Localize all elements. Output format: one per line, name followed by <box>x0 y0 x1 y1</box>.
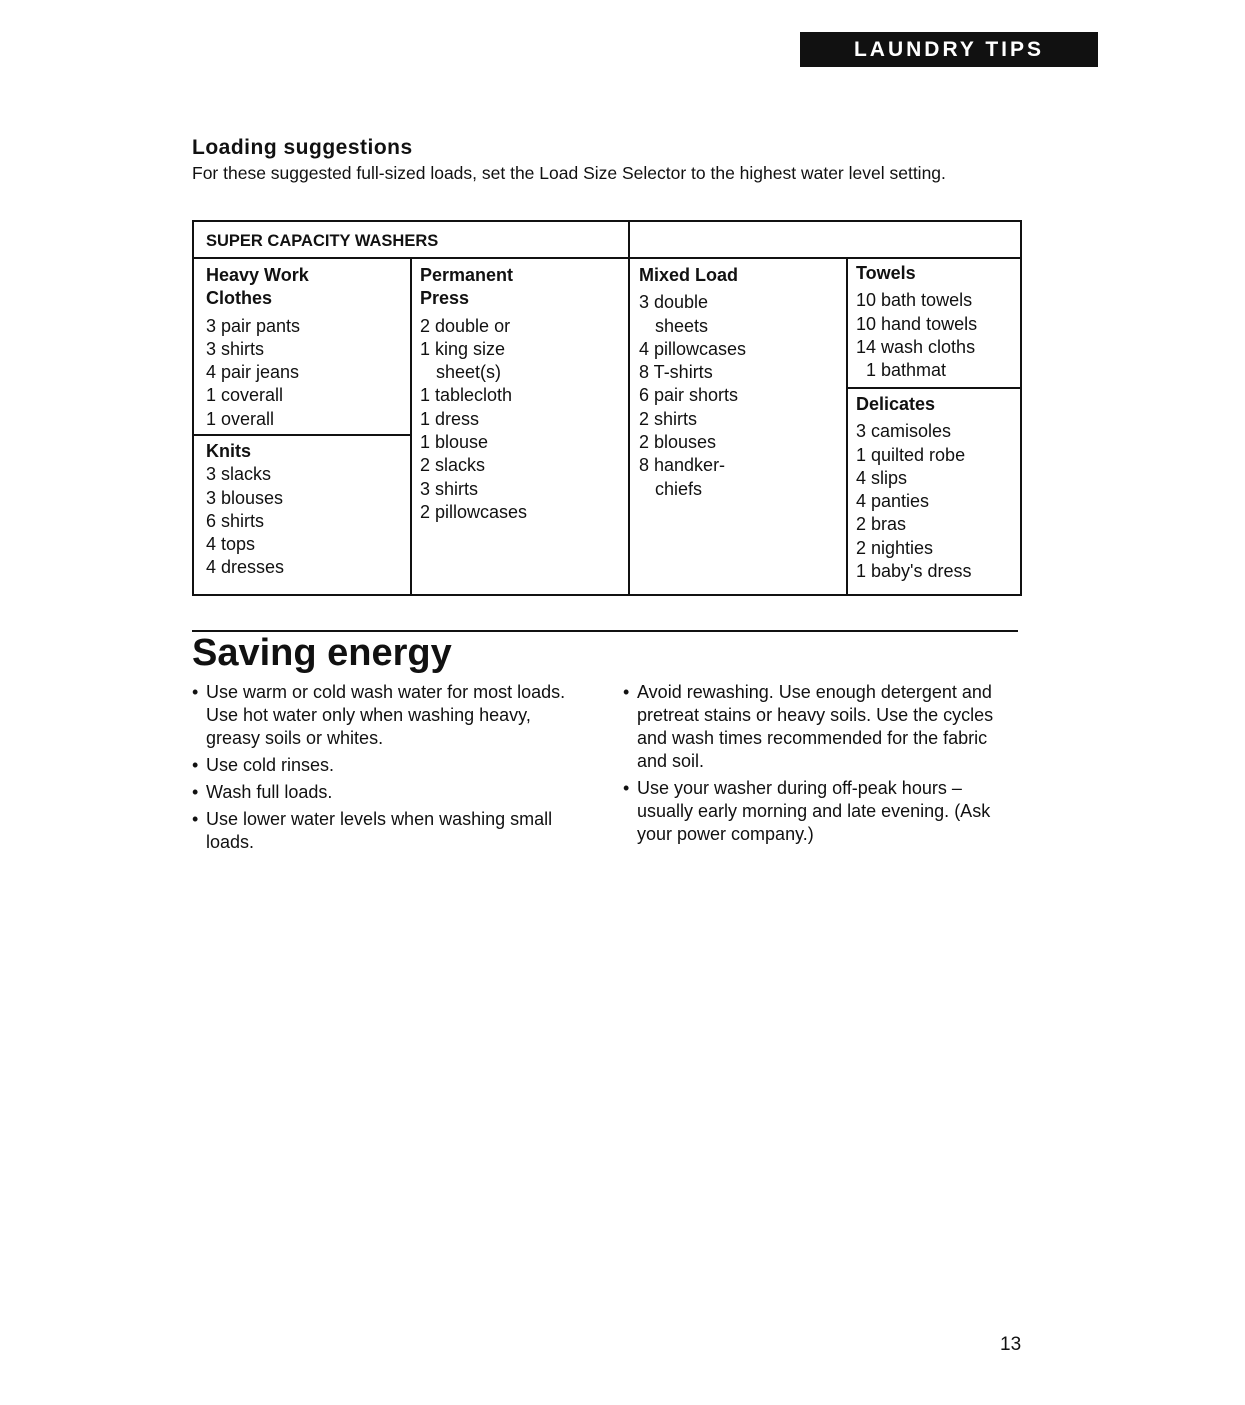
list-item: 10 hand towels <box>856 313 978 334</box>
list-item: 4 tops <box>206 534 256 555</box>
table-header-divider-vertical <box>628 222 630 258</box>
loading-suggestions-title: Loading suggestions <box>192 136 413 159</box>
list-item: 8 handker- <box>639 455 726 476</box>
list-item: 1 tablecloth <box>420 385 513 406</box>
list-item: 2 pillowcases <box>420 501 528 522</box>
heavy-knits-divider <box>194 434 411 436</box>
list-item: 1 king size <box>420 338 506 359</box>
loading-suggestions-intro: For these suggested full-sized loads, set the Load Size Selector to the highest water level setting. <box>192 163 946 183</box>
section-header-badge <box>800 32 1098 67</box>
list-item: 6 pair shorts <box>639 385 739 406</box>
list-item: 14 wash cloths <box>856 336 976 357</box>
page-number: 13 <box>1000 1334 1022 1355</box>
list-item: • Use cold rinses. <box>192 754 582 777</box>
heavy-work-cell <box>206 264 309 431</box>
permanent-press-cell <box>420 264 527 524</box>
list-item: 3 camisoles <box>856 421 952 442</box>
mixed-load-cell <box>639 264 746 501</box>
list-item: 2 blouses <box>639 432 717 453</box>
list-item: 1 coverall <box>206 385 284 406</box>
saving-tips-left <box>192 681 582 858</box>
list-item: 1 bathmat <box>866 360 947 381</box>
list-item: 10 bath towels <box>856 290 973 311</box>
list-item: • Use your washer during off-peak hours – usually early morning and late evening. (Ask your power company.) <box>623 777 1018 846</box>
list-item: sheets <box>655 315 709 336</box>
list-item: 1 baby's dress <box>856 561 972 582</box>
list-item: 6 shirts <box>206 510 265 531</box>
list-item: 2 shirts <box>639 408 698 429</box>
saving-energy-title: Saving energy <box>192 632 452 674</box>
list-item: 8 T-shirts <box>639 362 713 383</box>
list-item: 4 panties <box>856 491 930 512</box>
list-item: 1 blouse <box>420 432 489 453</box>
list-item: • Use lower water levels when washing small loads. <box>192 808 582 854</box>
column-divider-1 <box>410 257 412 594</box>
column-divider-3 <box>846 257 848 594</box>
knits-heading: Knits <box>206 441 251 461</box>
towels-heading: Towels <box>856 263 916 283</box>
list-item: • Use warm or cold wash water for most loads. Use hot water only when washing heavy, greasy soils or whites. <box>192 681 582 750</box>
towels-cell <box>856 262 977 382</box>
list-item: 2 slacks <box>420 455 486 476</box>
saving-tips-right <box>623 681 1018 850</box>
list-item: 3 shirts <box>420 478 479 499</box>
list-item: 2 double or <box>420 315 511 336</box>
list-item: sheet(s) <box>436 362 502 383</box>
list-item: 2 nighties <box>856 537 934 558</box>
table-header-divider <box>194 257 1020 259</box>
list-item: 4 pair jeans <box>206 362 300 383</box>
list-item: 1 quilted robe <box>856 444 966 465</box>
list-item: 1 overall <box>206 408 275 429</box>
list-item: • Avoid rewashing. Use enough detergent and pretreat stains or heavy soils. Use the cycles and wash times recommended for the fabric and soil. <box>623 681 1018 773</box>
list-item: 3 double <box>639 292 709 313</box>
section-header-label: LAUNDRY TIPS <box>853 37 1044 61</box>
list-item: • Wash full loads. <box>192 781 582 804</box>
delicates-cell <box>856 393 972 583</box>
heavy-work-heading-cont: Clothes <box>206 288 273 309</box>
list-item: chiefs <box>655 478 703 499</box>
table-title: SUPER CAPACITY WASHERS <box>206 232 439 250</box>
list-item: 1 dress <box>420 408 480 429</box>
list-item: 3 pair pants <box>206 315 301 336</box>
permanent-press-heading-cont: Press <box>420 288 470 309</box>
delicates-heading: Delicates <box>856 394 936 414</box>
heavy-work-heading: Heavy Work <box>206 265 309 285</box>
list-item: 4 pillowcases <box>639 338 747 359</box>
list-item: 4 slips <box>856 467 908 488</box>
list-item: 3 slacks <box>206 464 272 485</box>
knits-cell <box>206 440 284 580</box>
loading-table <box>192 220 1022 596</box>
column-divider-2 <box>628 257 630 594</box>
list-item: 3 blouses <box>206 487 284 508</box>
permanent-press-heading: Permanent <box>420 265 514 285</box>
list-item: 4 dresses <box>206 557 285 578</box>
mixed-load-heading: Mixed Load <box>639 265 739 285</box>
list-item: 3 shirts <box>206 338 265 359</box>
towels-delicates-divider <box>846 387 1020 389</box>
list-item: 2 bras <box>856 514 907 535</box>
